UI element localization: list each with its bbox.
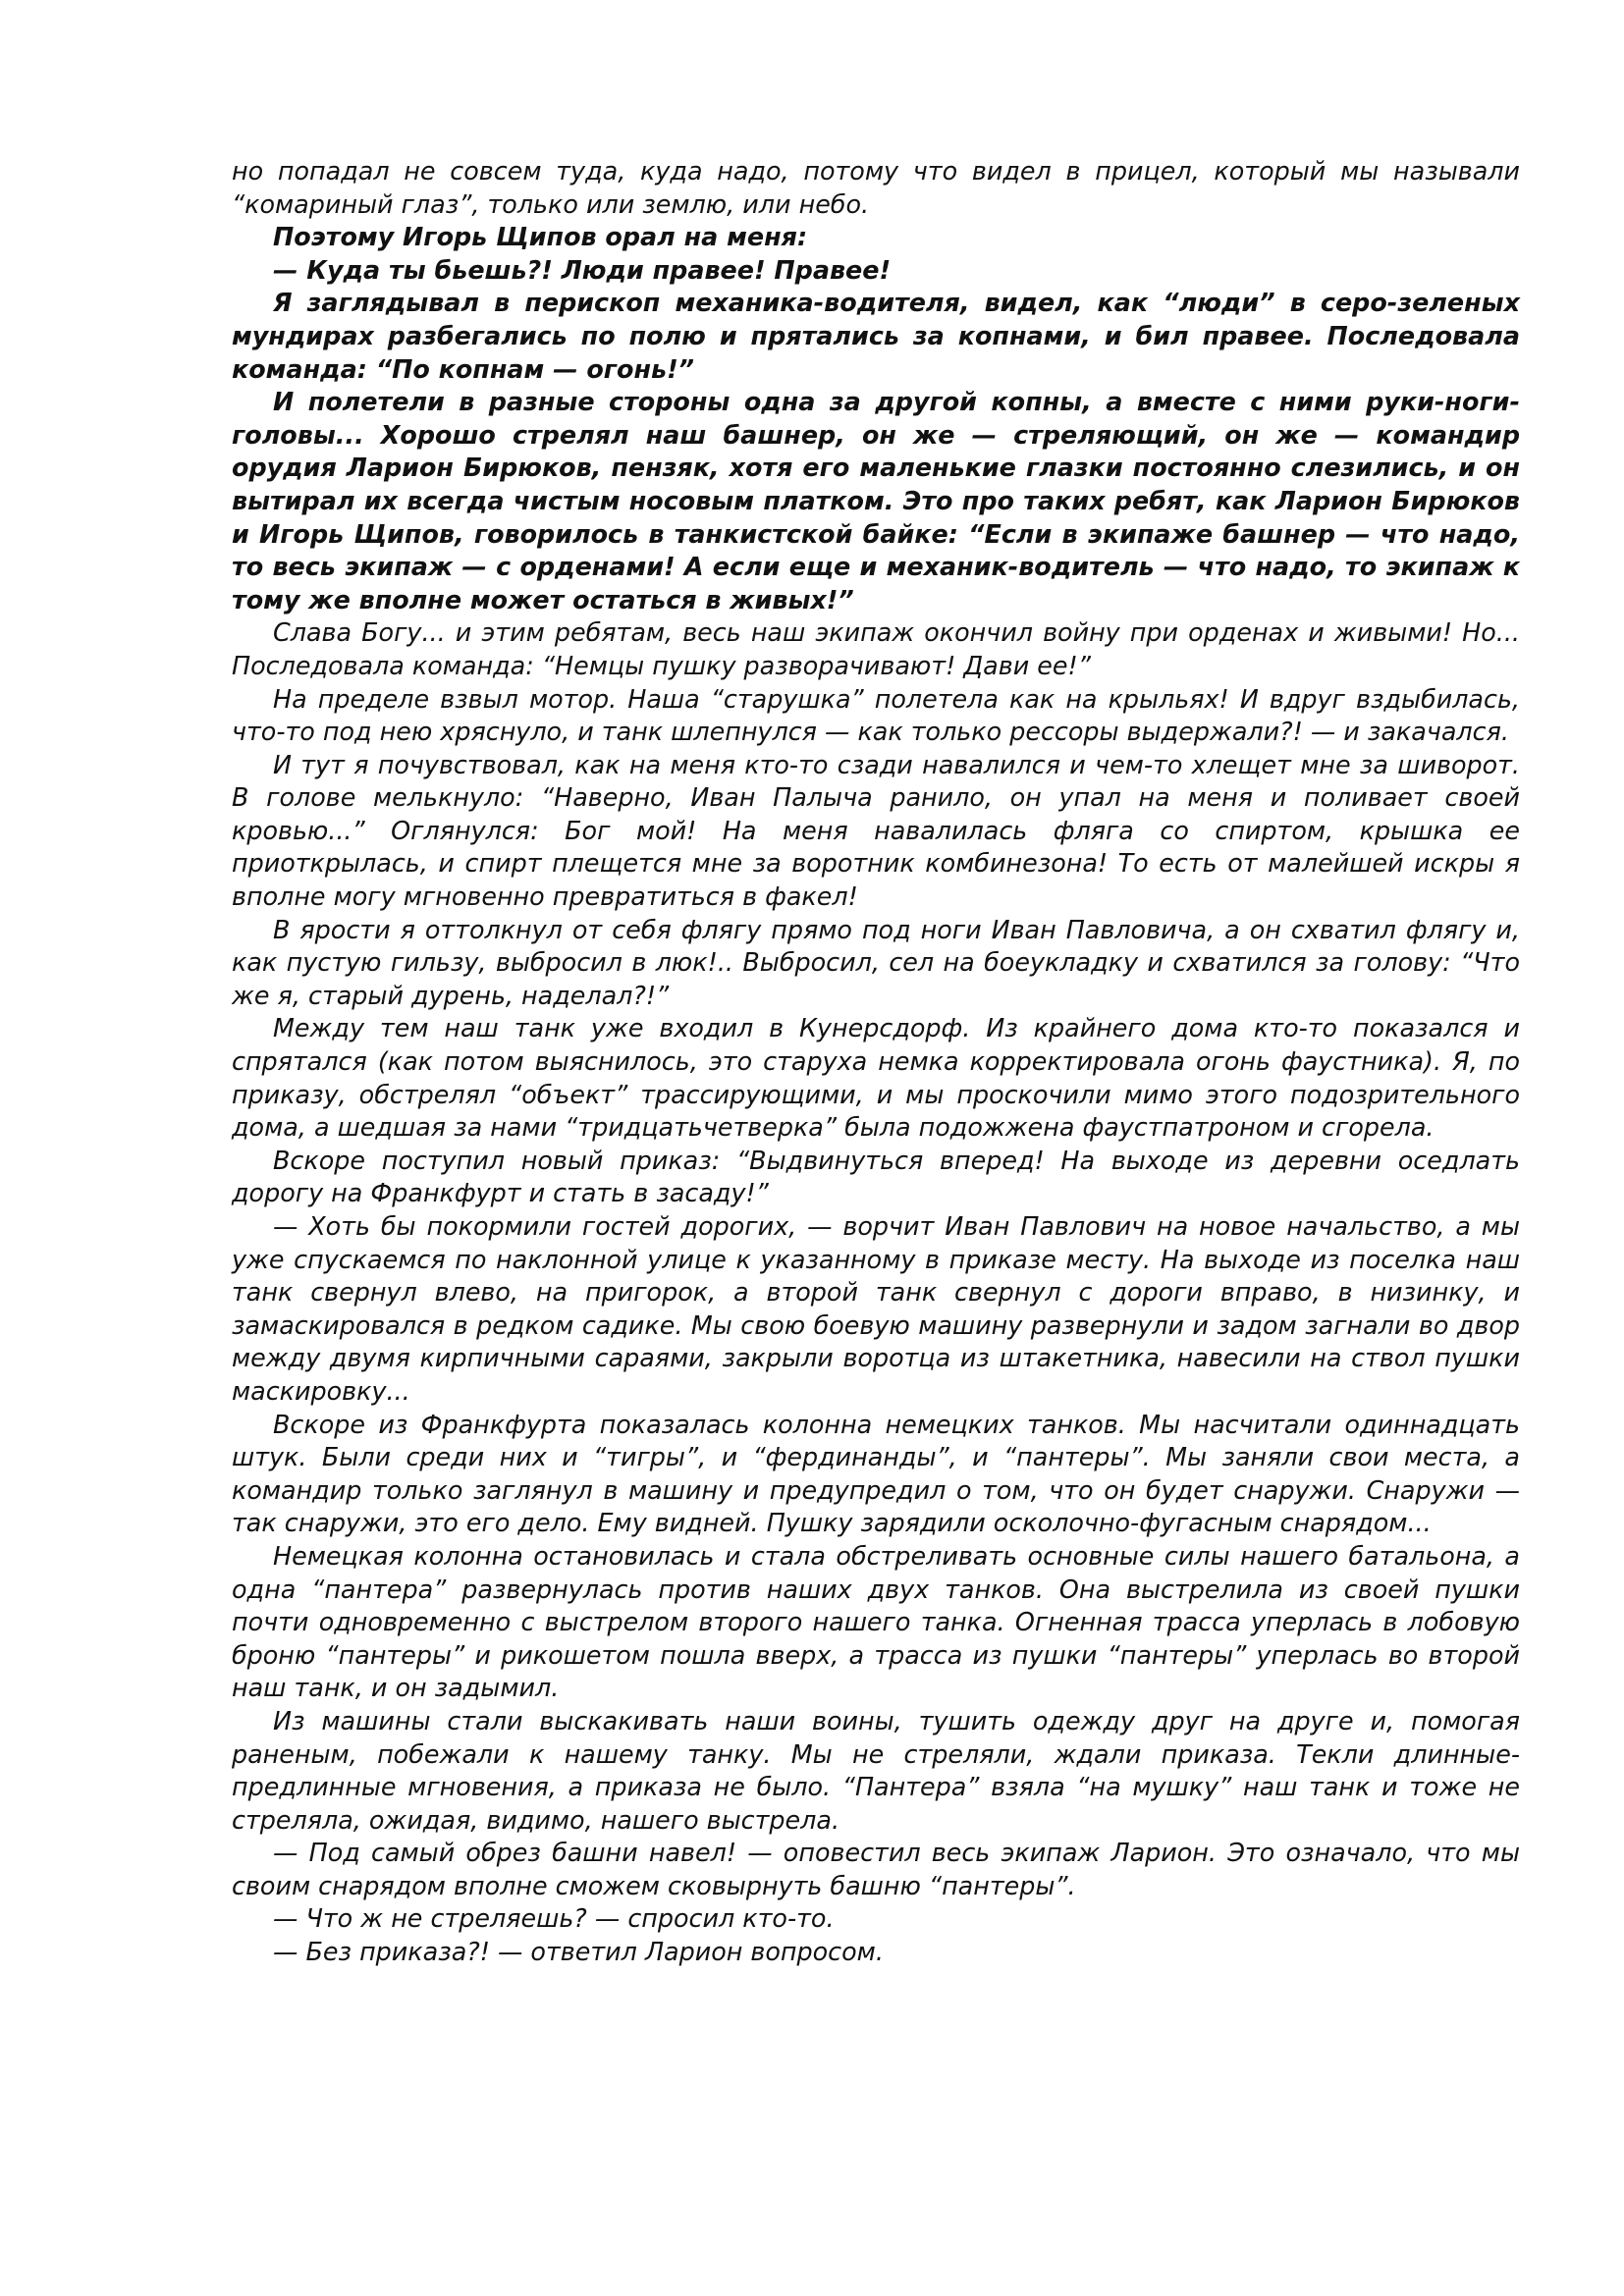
paragraph-15: Из машины стали выскакивать наши воины, тушить одежду друг на друге и, помогая раненым, побежали к нашему танку. Мы не стреляли, ждали приказа. Текли длинные-предлинные мгновения, а приказа не было. “Пантера” взяла “на мушку” наш танк и тоже не стреляла, ожидая, видимо, нашего выстрела. [232,1705,1520,1835]
paragraph-3: — Куда ты бьешь?! Люди правее! Правее! [273,254,892,285]
paragraph-6: Слава Богу... и этим ребятам, весь наш экипаж окончил войну при орденах и живыми! Но... Последовала команда: “Немцы пушку разворачивают! Дави ее!” [232,617,1520,680]
paragraph-17: — Что ж не стреляешь? — спросил кто-то. [273,1903,835,1934]
paragraph-16: — Под самый обрез башни навел! — оповестил весь экипаж Ларион. Это означало, что мы своим снарядом вполне сможем сковырнуть башню “пантеры”. [232,1838,1520,1900]
paragraph-9: В ярости я оттолкнул от себя флягу прямо под ноги Иван Павловича, а он схватил флягу и, как пустую гильзу, выбросил в люк!.. Выбросил, сел на боеукладку и схватился за голову: “Что же я, старый дурень, наделал?!” [232,914,1520,1010]
paragraph-2: Поэтому Игорь Щипов орал на меня: [273,222,808,252]
paragraph-12: — Хоть бы покормили гостей дорогих, — ворчит Иван Павлович на новое начальство, а мы уже спускаемся по наклонной улице к указанному в приказе месту. На выходе из поселка наш танк свернул влево, на пригорок, а второй танк свернул с дороги вправо, в низинку, и замаскировался в редком садике. Мы свою боевую машину развернули и задом загнали во двор между двумя кирпичными сараями, закрыли воротца из штакетника, навесили на ствол пушки маскировку... [232,1211,1520,1406]
paragraph-7: На пределе взвыл мотор. Наша “старушка” полетела как на крыльях! И вдруг вздыбилась, что-то под нею хряснуло, и танк шлепнулся — как только рессоры выдержали?! — и закачался. [232,683,1520,747]
document-page [232,155,1520,1969]
paragraph-4: Я заглядывал в перископ механика-водителя, видел, как “люди” в серо-зеленых мундирах разбегались по полю и прятались за копнами, и бил правее. Последовала команда: “По копнам — огонь!” [232,288,1520,384]
paragraph-18: — Без приказа?! — ответил Ларион вопросом. [273,1937,884,1967]
paragraph-8: И тут я почувствовал, как на меня кто-то сзади навалился и чем-то хлещет мне за шиворот. В голове мелькнуло: “Наверно, Иван Палыча ранило, он упал на меня и поливает своей кровью...” Оглянулся: Бог мой! На меня навалилась фляга со спиртом, крышка ее приоткрылась, и спирт плещется мне за воротник комбинезона! То есть от малейшей искры я вполне могу мгновенно превратиться в факел! [232,749,1520,912]
paragraph-14: Немецкая колонна остановилась и стала обстреливать основные силы нашего батальона, а одна “пантера” развернулась против наших двух танков. Она выстрелила из своей пушки почти одновременно с выстрелом второго нашего танка. Огненная трасса уперлась в лобовую броню “пантеры” и рикошетом пошла вверх, а трасса из пушки “пантеры” уперлась во второй наш танк, и он задымил. [232,1540,1520,1703]
paragraph-10: Между тем наш танк уже входил в Кунерсдорф. Из крайнего дома кто-то показался и спрятался (как потом выяснилось, это старуха немка корректировала огонь фаустника). Я, по приказу, обстрелял “объект” трассирующими, и мы проскочили мимо этого подозрительного дома, а шедшая за нами “тридцатьчетверка” была подожжена фаустпатроном и сгорела. [232,1013,1520,1143]
paragraph-11: Вскоре поступил новый приказ: “Выдвинуться вперед! На выходе из деревни оседлать дорогу на Франкфурт и стать в засаду!” [232,1145,1520,1208]
paragraph-5: И полетели в разные стороны одна за другой копны, а вместе с ними руки-ноги-головы... Хорошо стрелял наш башнер, он же — стреляющий, он же — командир орудия Ларион Бирюков, пензяк, хотя его маленькие глазки постоянно слезились, и он вытирал их всегда чистым носовым платком. Это про таких ребят, как Ларион Бирюков и Игорь Щипов, говорилось в танкистской байке: “Если в экипаже башнер — что надо, то весь экипаж — с орденами! А если еще и механик-водитель — что надо, то экипаж к тому же вполне может остаться в живых!” [232,387,1520,614]
paragraph-1: но попадал не совсем туда, куда надо, потому что видел в прицел, который мы называли “комариный глаз”, только или землю, или небо. [232,156,1520,219]
paragraph-13: Вскоре из Франкфурта показалась колонна немецких танков. Мы насчитали одиннадцать штук. Были среди них и “тигры”, и “фердинанды”, и “пантеры”. Мы заняли свои места, а командир только заглянул в машину и предупредил о том, что он будет снаружи. Снаружи — так снаружи, это его дело. Ему видней. Пушку зарядили осколочно-фугасным снарядом... [232,1409,1520,1538]
